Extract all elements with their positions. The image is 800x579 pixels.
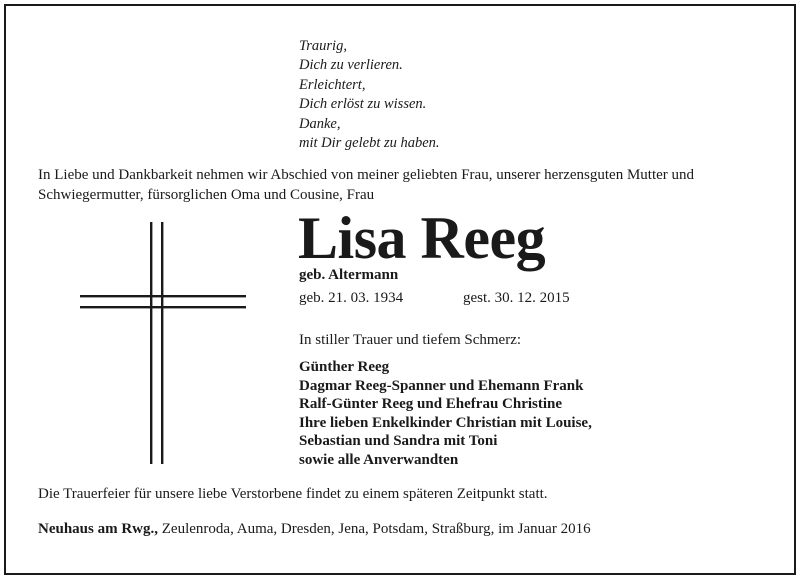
mourner-line: sowie alle Anverwandten <box>299 451 459 468</box>
poem-line: Erleichtert, <box>299 76 366 93</box>
poem-line: Dich erlöst zu wissen. <box>299 96 427 113</box>
places-rest: Zeulenroda, Auma, Dresden, Jena, Potsdam, Straßburg, im Januar 2016 <box>158 521 591 537</box>
maiden-name: geb. Altermann <box>299 267 399 283</box>
intro-text <box>38 165 778 205</box>
poem-line: Traurig, <box>299 38 347 54</box>
mourner-line: Ihre lieben Enkelkinder Christian mit Louise, <box>299 414 592 431</box>
poem <box>299 37 440 153</box>
funeral-note: Die Trauerfeier für unsere liebe Verstorbene findet zu einem späteren Zeitpunkt statt. <box>38 486 548 502</box>
poem-line: Danke, <box>299 115 341 132</box>
birth-date: geb. 21. 03. 1934 <box>299 290 404 306</box>
mourner-line: Günther Reeg <box>299 359 390 375</box>
places-line <box>38 521 591 538</box>
places-lead: Neuhaus am Rwg., <box>38 521 159 537</box>
mourner-line: Dagmar Reeg-Spanner und Ehemann Frank <box>299 377 584 394</box>
poem-line: Dich zu verlieren. <box>299 57 403 74</box>
deceased-name: Lisa Reeg <box>298 205 546 271</box>
mourner-line: Sebastian und Sandra mit Toni <box>299 433 498 450</box>
death-date: gest. 30. 12. 2015 <box>463 290 570 306</box>
mourning-intro: In stiller Trauer und tiefem Schmerz: <box>299 332 522 348</box>
intro-line: In Liebe und Dankbarkeit nehmen wir Abschied von meiner geliebten Frau, unserer herzensguten Mutter und <box>38 167 695 183</box>
mourners-list <box>299 358 592 470</box>
cross-icon <box>80 222 246 464</box>
mourner-line: Ralf-Günter Reeg und Ehefrau Christine <box>299 396 563 413</box>
poem-line: mit Dir gelebt zu haben. <box>299 135 440 152</box>
intro-line: Schwiegermutter, fürsorglichen Oma und Cousine, Frau <box>38 187 375 203</box>
